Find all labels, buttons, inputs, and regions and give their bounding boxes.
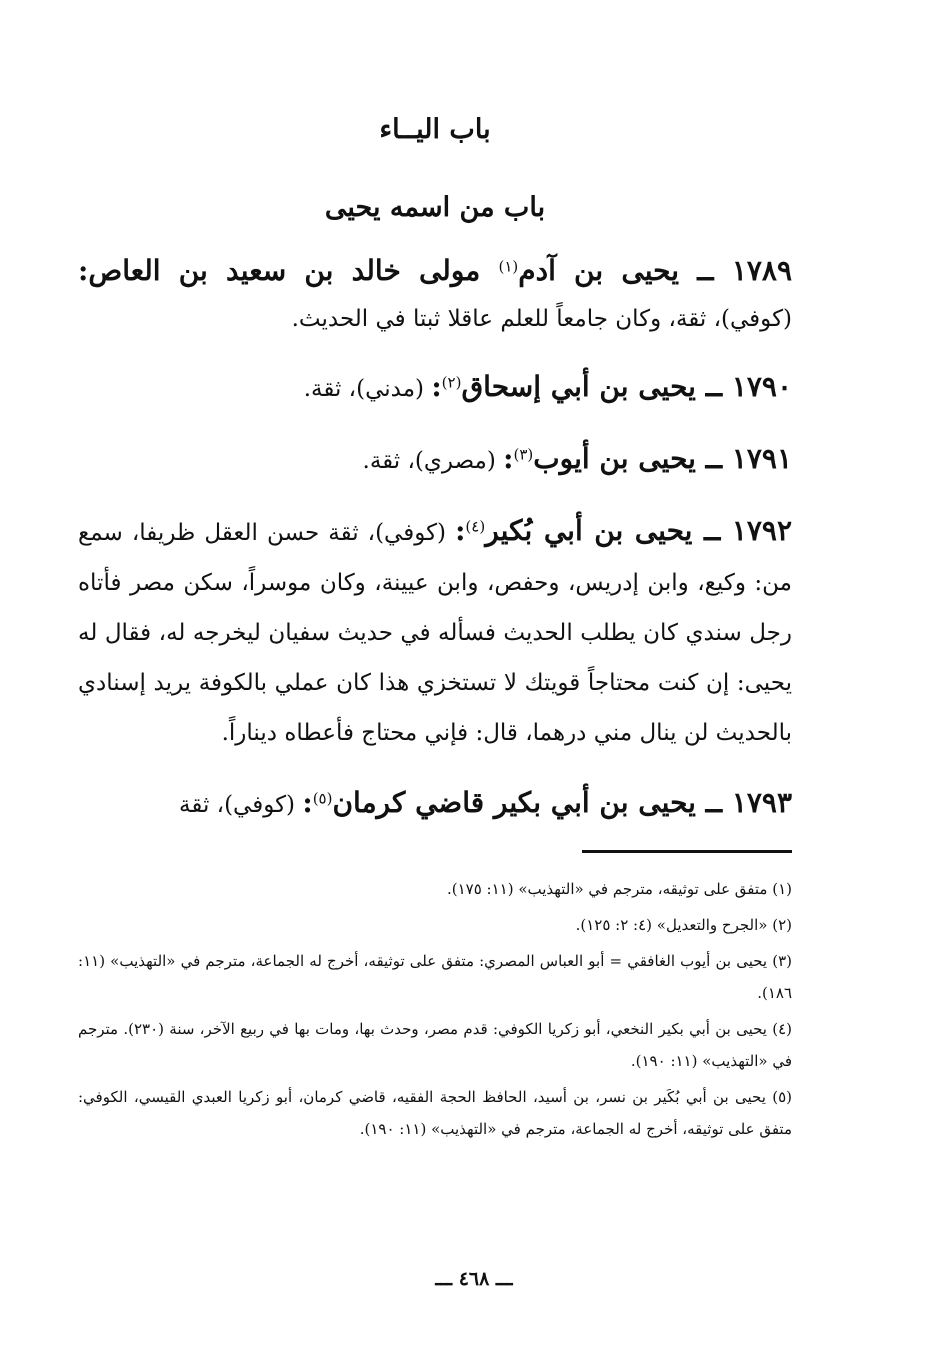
footnote-ref: (٣) (513, 445, 534, 464)
chapter-title: باب اليــاء (379, 114, 491, 145)
footnote-3: (٣) يحيى بن أيوب الغافقي = أبو العباس المصري: متفق على توثيقه، أخرج له الجماعة، مترجم في «التهذيب» (١١: ١٨٦). (78, 952, 792, 1002)
entry-1792 (78, 506, 792, 758)
entry-1791 (78, 434, 792, 486)
footnote-1: (١) متفق على توثيقه، مترجم في «التهذيب» (١١: ١٧٥). (446, 880, 792, 898)
section-title: باب من اسمه يحيى (324, 192, 546, 223)
entry-body: (مصري)، ثقة. (362, 448, 504, 474)
entry-heading: ١٧٩٣ ــ يحيى بن أبي بكير قاضي كرمان (332, 786, 792, 819)
entry-heading-rest: : (431, 370, 442, 403)
entry-1790 (78, 362, 792, 414)
entry-1793 (78, 778, 792, 830)
footnote-ref: (٥) (312, 789, 333, 808)
entry-heading: ١٧٩٠ ــ يحيى بن أبي إسحاق (461, 370, 792, 403)
entry-body: (مدني)، ثقة. (303, 376, 432, 402)
entry-body: (كوفي)، ثقة حسن العقل ظريفا، سمع من: وكيع، وابن إدريس، وحفص، وابن عيينة، وكان موسراً، سكن مصر فأتاه رجل سندي كان يطلب الحديث فسأله في حديث سفيان ليخرجه له، فقال له يحيى: إن كنت محتاجاً قويتك لا تستخزي هذا كان عملي بالكوفة يريد إسنادي بالحديث لن ينال مني درهما، قال: فإني محتاج فأعطاه ديناراً. (78, 520, 792, 746)
footnote-ref: (١) (498, 257, 519, 276)
page-number: ـــ ٤٦٨ ـــ (435, 1268, 513, 1290)
footnote-2: (٢) «الجرح والتعديل» (٤: ٢: ١٢٥). (575, 916, 792, 934)
entry-heading-rest: : (302, 786, 313, 819)
entry-heading-rest: : (455, 514, 466, 547)
entry-1789 (78, 248, 792, 342)
entry-body: (كوفي)، ثقة (178, 792, 303, 818)
footnotes (78, 873, 792, 1145)
entry-heading: ١٧٨٩ ــ يحيى بن آدم (518, 254, 792, 287)
entry-heading: ١٧٩٢ ــ يحيى بن أبي بُكير (485, 514, 792, 547)
entry-heading: ١٧٩١ ــ يحيى بن أيوب (533, 442, 792, 475)
footnote-5: (٥) يحيى بن أبي بُكَير بن نسر، بن أسيد، الحافظ الحجة الفقيه، قاضي كرمان، أبو زكريا العبدي القيسي، الكوفي: متفق على توثيقه، أخرج له الجماعة، مترجم في «التهذيب» (١١: ١٩٠). (78, 1088, 792, 1138)
entry-heading-rest: : (503, 442, 514, 475)
entry-body: (كوفي)، ثقة، وكان جامعاً للعلم عاقلا ثبتا في الحديث. (291, 306, 792, 332)
document-page (78, 108, 792, 1338)
footnote-ref: (٤) (465, 517, 486, 536)
footnote-4: (٤) يحيى بن أبي بكير النخعي، أبو زكريا الكوفي: قدم مصر، وحدث بها، ومات بها في ربيع الآخر، سنة (٢٣٠). مترجم في «التهذيب» (١١: ١٩٠). (78, 1020, 792, 1070)
entry-heading-rest: مولى خالد بن سعيد بن العاص: (78, 254, 499, 287)
footnote-divider (582, 850, 792, 853)
footnote-ref: (٢) (441, 373, 462, 392)
